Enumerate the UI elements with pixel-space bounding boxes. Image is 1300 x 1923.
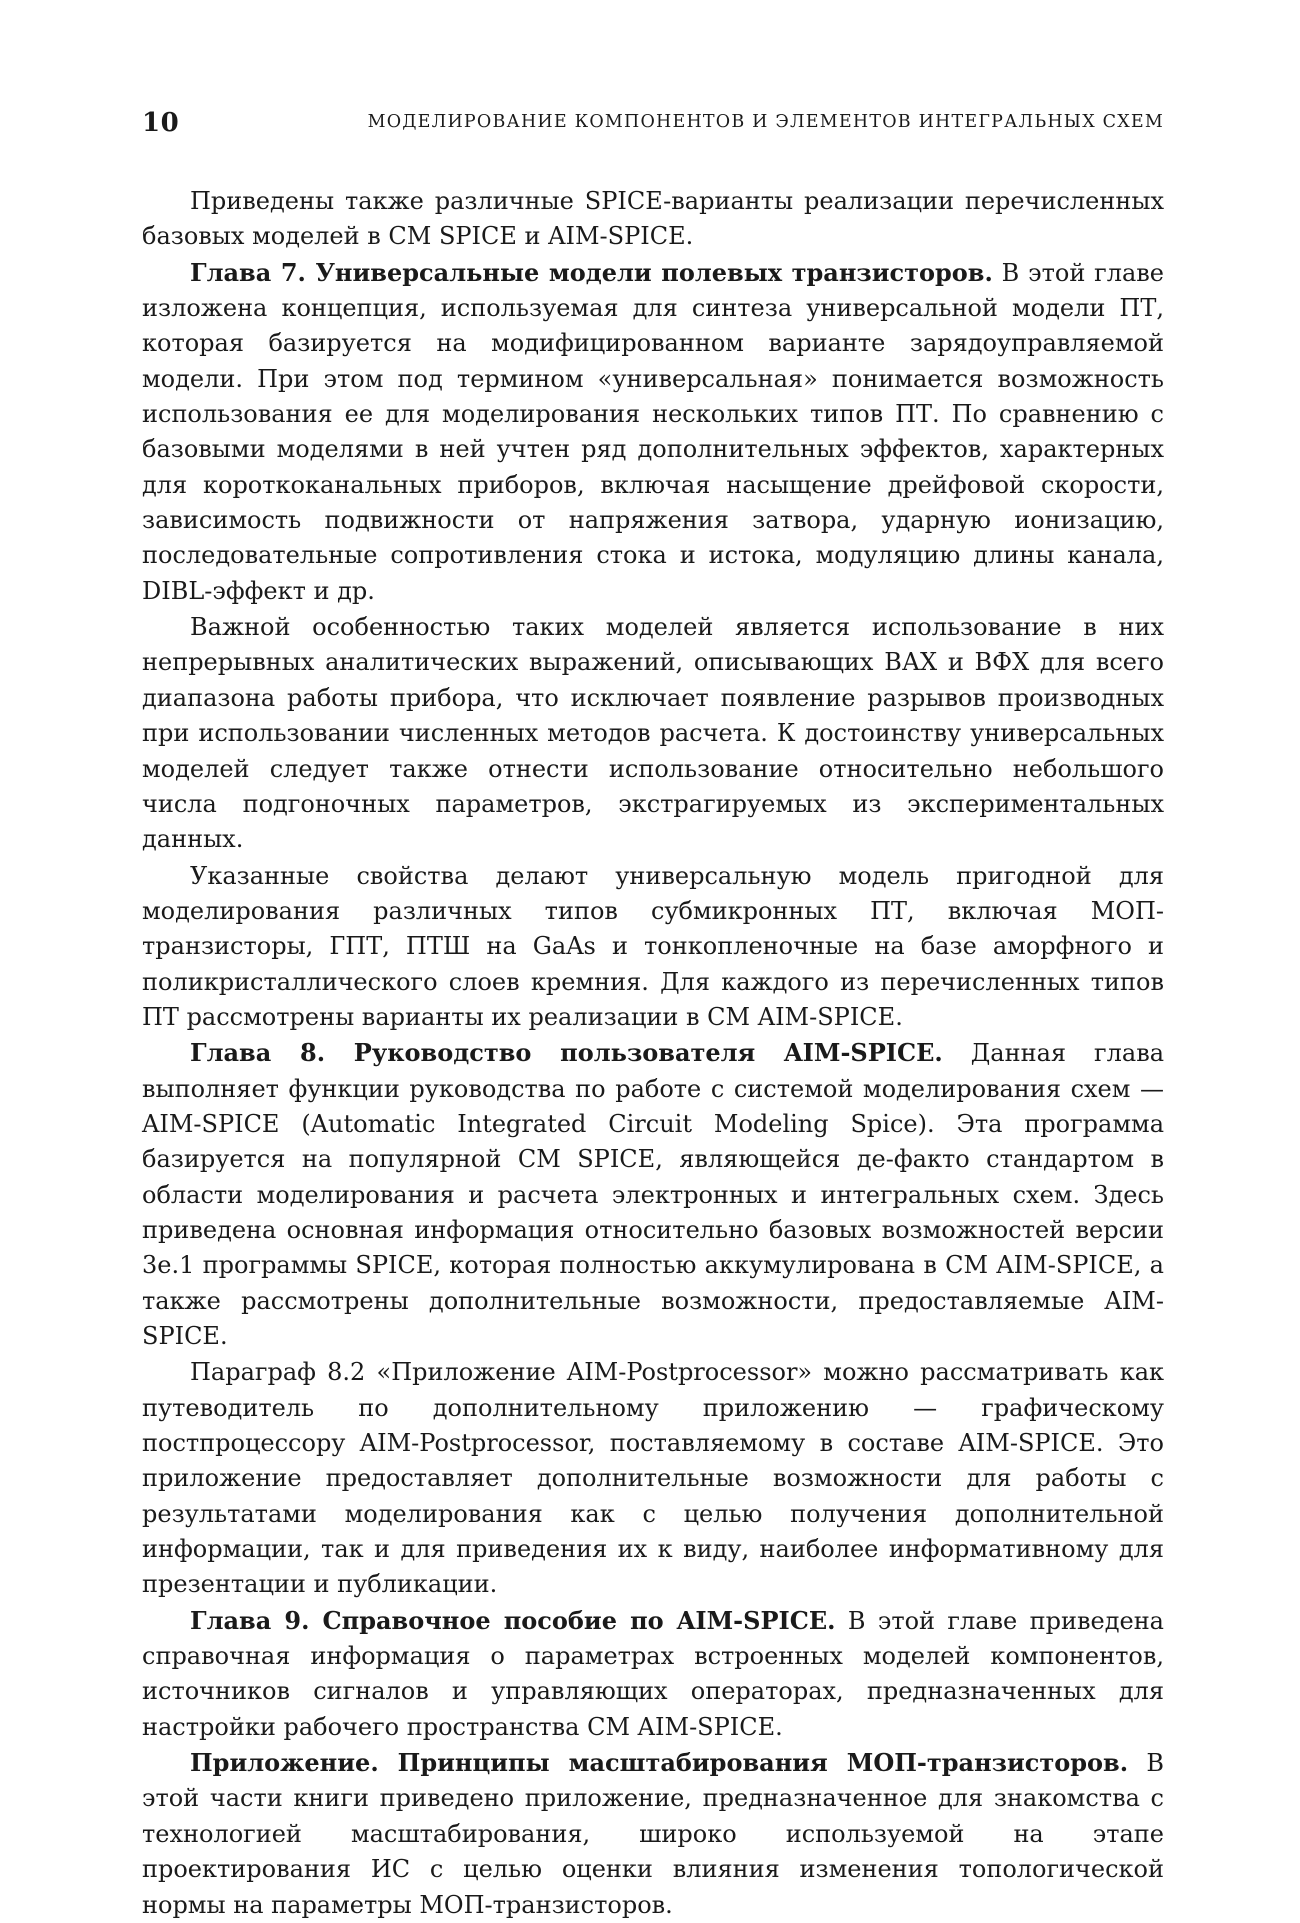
running-head [142,108,1164,148]
running-title: МОДЕЛИРОВАНИЕ КОМПОНЕНТОВ И ЭЛЕМЕНТОВ ИНТЕГРАЛЬНЫХ СХЕМ [367,112,1164,132]
paragraph-appendix [142,1745,1164,1923]
paragraph-chapter-8 [142,1035,1164,1354]
chapter-9-heading: Глава 9. Справочное пособие по AIM-SPICE. [190,1605,836,1635]
page-number: 10 [142,108,180,138]
chapter-7-heading: Глава 7. Универсальные модели полевых транзисторов. [190,257,993,287]
appendix-heading: Приложение. Принципы масштабирования МОП-транзисторов. [190,1748,1129,1778]
paragraph-chapter-9 [142,1603,1164,1745]
paragraph-text: Параграф 8.2 «Приложение AIM-Postprocessor» можно рассматривать как путеводитель по дополнительному приложению — графическому постпроцессору AIM-Postprocessor, поставляемому в составе AIM-SPICE. Это приложение предоставляет дополнительные возможности для работы с результатами моделирования как с целью получения дополнительной информации, так и для приведения их к виду, наиболее информативному для презентации и публикации. [142,1358,1164,1599]
body-text [142,183,1164,1923]
paragraph-text: Указанные свойства делают универсальную модель пригодной для моделирования различных типов субмикронных ПТ, включая МОП-транзисторы, ГПТ, ПТШ на GaAs и тонкопленочные на базе аморфного и поликристаллического слоев кремния. Для каждого из перечисленных типов ПТ рассмотрены варианты их реализации в СМ AIM-SPICE. [142,861,1164,1031]
paragraph-text: В этой части книги приведено приложение, предназначенное для знакомства с технологией масштабирования, широко используемой на этапе проектирования ИС с целью оценки влияния изменения топологической нормы на параметры МОП-транзисторов. [142,1749,1165,1919]
paragraph-text: В этой главе приведена справочная информация о параметрах встроенных моделей компонентов, источников сигналов и управляющих операторах, предназначенных для настройки рабочего пространства СМ AIM-SPICE. [142,1606,1164,1741]
paragraph-section-8-2 [142,1354,1164,1602]
paragraph-text: Важной особенностью таких моделей является использование в них непрерывных аналитических выражений, описывающих ВАХ и ВФХ для всего диапазона работы прибора, что исключает появление разрывов производных при использовании численных методов расчета. К достоинству универсальных моделей следует также отнести использование относительно небольшого числа подгоночных параметров, экстрагируемых из экспериментальных данных. [142,613,1164,854]
paragraph-chapter-7 [142,255,1164,609]
paragraph-text: Приведены также различные SPICE-варианты реализации перечисленных базовых моделей в СМ SPICE и AIM-SPICE. [142,187,1164,251]
paragraph-spice-variants [142,183,1164,255]
paragraph-text: В этой главе изложена концепция, используемая для синтеза универсальной модели ПТ, которая базируется на модифицированном варианте зарядоуправляемой модели. При этом под термином «универсальная» понимается возможность использования ее для моделирования нескольких типов ПТ. По сравнению с базовыми моделями в ней учтен ряд дополнительных эффектов, характерных для короткоканальных приборов, включая насыщение дрейфовой скорости, зависимость подвижности от напряжения затвора, ударную ионизацию, последовательные сопротивления стока и истока, модуляцию длины канала, DIBL-эффект и др. [142,258,1165,605]
paragraph-text: Данная глава выполняет функции руководства по работе с системой моделирования схем — AIM-SPICE (Automatic Integrated Circuit Modeling Spice). Эта программа базируется на популярной СМ SPICE, являющейся де-факто стандартом в области моделирования и расчета электронных и интегральных схем. Здесь приведена основная информация относительно базовых возможностей версии 3e.1 программы SPICE, которая полностью аккумулирована в СМ AIM-SPICE, а также рассмотрены дополнительные возможности, предоставляемые AIM-SPICE. [142,1039,1165,1350]
paragraph-universal-model-types [142,858,1164,1036]
paragraph-continuous-expressions [142,609,1164,857]
chapter-8-heading: Глава 8. Руководство пользователя AIM-SPICE. [190,1038,943,1068]
